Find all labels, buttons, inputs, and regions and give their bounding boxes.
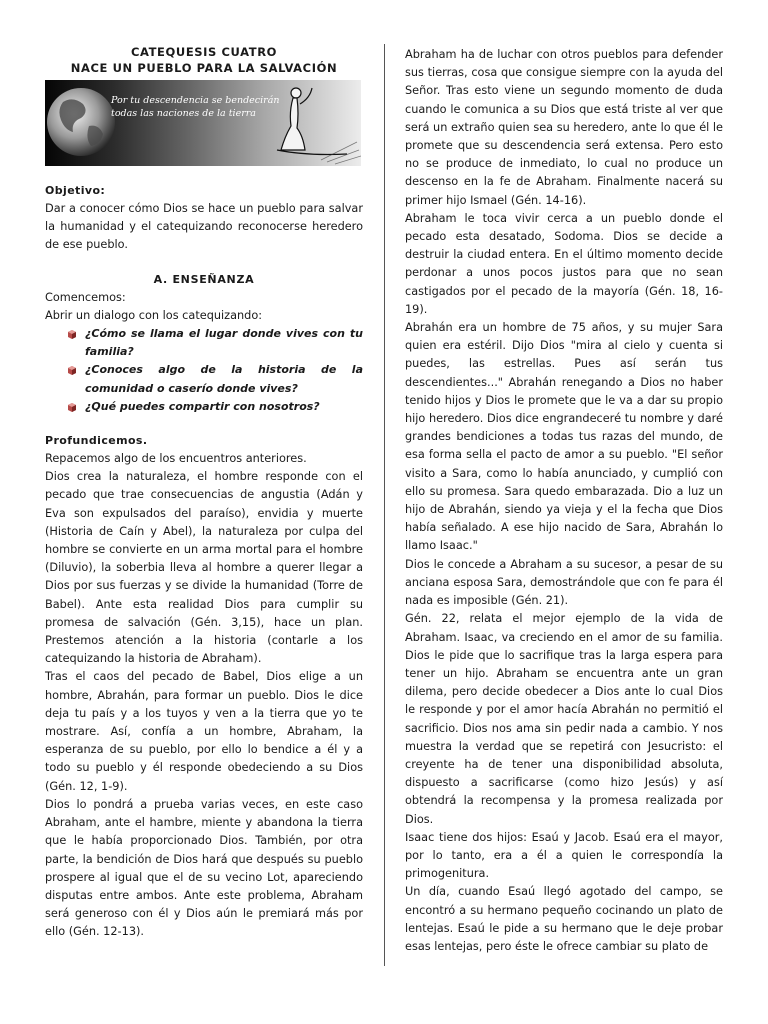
cube-bullet-icon [67,329,77,339]
intro-text: Abrir un dialogo con los catequizando: [45,308,263,322]
objetivo-label: Objetivo: [45,184,106,197]
page-subtitle: NACE UN PUEBLO PARA LA SALVACIÓN [70,61,338,75]
paragraph: Repacemos algo de los encuentros anteriores. [45,452,307,466]
paragraph: Abraham ha de luchar con otros pueblos para defender sus tierras, cosa que consigue siempre con la ayuda del Señor. Tras esto viene un segundo momento de duda cuando le comunica a su Dios que está triste al ver que será un extraño quien sea su heredero, ante lo que él le promete que su descendencia será extensa. Pero esto no se produce de inmediato, lo cual no produce un descenso en la fe de Abraham. Finalmente nacerá su primer hijo Ismael (Gén. 14-16). [405,48,723,207]
objetivo-text: Dar a conocer cómo Dios se hace un pueblo para salvar la humanidad y el catequizando reconocerse heredero de ese pueblo. [45,202,363,252]
right-column [405,46,723,956]
intro-text: Comencemos: [45,290,126,304]
paragraph: Un día, cuando Esaú llegó agotado del campo, se encontró a su hermano pequeño cocinando un plato de lentejas. Esaú le pide a su hermano que le deje probar esas lentejas, pero éste le ofrece cambiar su plato de [405,885,723,953]
question-list [45,325,363,416]
paragraph: Tras el caos del pecado de Babel, Dios elige a un hombre, Abrahán, para formar un pueblo. Dios le dice deja tu país y a los tuyos y ven a la tierra que yo te mostrare. Así, confía a un hombre, Abraham, la esperanza de su pueblo, por ello lo bendice a él y a todo su pueblo y él responde obedeciendo a su Dios (Gén. 12, 1-9). [45,670,363,793]
paragraph: Isaac tiene dos hijos: Esaú y Jacob. Esaú era el mayor, por lo tanto, era a él a quien le correspondía la primogenitura. [405,830,723,881]
paragraph: Abrahán era un hombre de 75 años, y su mujer Sara quien era estéril. Dijo Dios "mira al cielo y cuenta si puedes, las estrellas. Pues así serán tus descendientes..." Abrahán renegando a Dios no haber tenido hijos y Dios le promete que le va a dar su propio hijo heredero. Dios dice engrandeceré tu nombre y daré grandes bendiciones a todas tus razas del mundo, de esa forma sella el pacto de amor a su pueblo. "El señor visito a Sara, como lo había anunciado, y cumplió con ello su promesa. Sara quedo embarazada. Dio a luz un hijo de Abrahán, siendo ya vieja y el la fecha que Dios había señalado. A ese hijo nacido de Sara, Abrahán lo llamo Isaac." [405,321,723,553]
paragraph: Dios lo pondrá a prueba varias veces, en este caso Abraham, ante el hambre, miente y abandona la tierra que le había proporcionado Dios. También, por otra parte, la bendición de Dios hará que después su pueblo prospere al igual que el de su vecino Lot, apareciendo disputas entre ambos. Ante este problema, Abraham será generoso con él y Dios aún le premiará más por ello (Gén. 12-13). [45,797,363,939]
list-item: ¿Qué puedes compartir con nosotros? [65,398,363,416]
globe-icon [47,88,115,156]
paragraph: Abraham le toca vivir cerca a un pueblo donde el pecado esta desatado, Sodoma. Dios se decide a destruir la ciudad entera. En el último momento decide perdonar a unos pocos justos para que no sean castigados por el pecado de la mayoría (Gén. 18, 16-19). [405,211,723,316]
list-item: ¿Cómo se llama el lugar donde vives con tu familia? [65,325,363,361]
section-heading-ensenanza: A. ENSEÑANZA [153,272,255,286]
paragraph: Dios le concede a Abraham a su sucesor, a pesar de su anciana esposa Sara, demostrándole que con fe para él nada es imposible (Gén. 21). [405,557,723,608]
cube-bullet-icon [67,402,77,412]
cube-bullet-icon [67,365,77,375]
banner-illustration [45,80,361,166]
banner-caption: Por tu descendencia se bendecirán todas las naciones de la tierra [111,95,280,119]
kneeling-figure-icon [277,88,347,155]
paragraph: Dios crea la naturaleza, el hombre responde con el pecado que trae consecuencias de angustia (Adán y Eva son expulsados del paraíso), envidia y muerte (Historia de Caín y Abel), la naturaleza por culpa del hombre se convierte en un arma mortal para el hombre (Diluvio), la soberbia lleva al hombre a querer llegar a Dios por sus fuerzas y se divide la humanidad (Torre de Babel). Ante esta realidad Dios para cumplir su promesa de salvación (Gén. 3,15), hace un plan. Prestemos atención a la historia (contarle a los catequizando la historia de Abraham). [45,470,363,666]
list-item: ¿Conoces algo de la historia de la comunidad o caserío donde vives? [65,361,363,397]
profundicemos-label: Profundicemos. [45,434,148,448]
page-title: CATEQUESIS CUATRO [130,45,278,59]
paragraph: Gén. 22, relata el mejor ejemplo de la vida de Abraham. Isaac, va creciendo en el amor de su familia. Dios le pide que lo sacrifique tras la larga espera para tener un hijo. Abraham se encuentra ante un gran dilema, pero decide obedecer a Dios ante lo cual Dios le responde y por el amor hacía Abrahán no permitió el sacrificio. Dios nos ama sin pedir nada a cambio. Y nos muestra la verdad que se repetirá con Jesucristo: el creyente ha de tener una disponibilidad absoluta, dispuesto a sacrificarse (como hizo Jesús) y así obtendrá la recompensa y la promesa realizada por Dios. [405,612,723,826]
left-column [45,44,363,942]
column-divider [384,44,385,966]
banner-image [45,80,361,166]
